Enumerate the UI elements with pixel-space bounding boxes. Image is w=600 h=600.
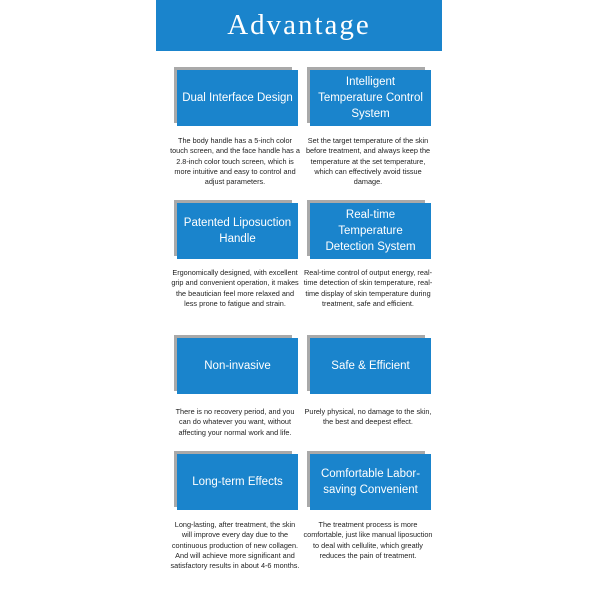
feature-description: Long-lasting, after treatment, the skin will improve every day due to the continuous production of new collagen. And will achieve more significant and satisfactory results in about 4-6 months. <box>170 520 300 571</box>
feature-title: Long-term Effects <box>192 476 283 488</box>
feature-description: The treatment process is more comfortable, just like manual liposuction to deal with cellulite, which greatly reduces the pain of treatment. <box>303 520 433 560</box>
feature-title: Non-invasive <box>204 360 271 372</box>
feature-title: Intelligent Temperature Control System <box>318 76 423 120</box>
feature-title-box <box>310 338 431 394</box>
feature-title-box <box>177 203 298 259</box>
feature-description: Purely physical, no damage to the skin, the best and deepest effect. <box>304 407 432 427</box>
feature-title: Comfortable Labor-saving Convenient <box>320 468 421 496</box>
feature-title: Real-time Temperature Detection System <box>325 209 416 253</box>
feature-description: There is no recovery period, and you can do whatever you want, without affecting your normal work and life. <box>175 407 295 437</box>
feature-title-box <box>177 338 298 394</box>
feature-title: Patented Liposuction Handle <box>183 217 292 245</box>
feature-description: Real-time control of output energy, real-time detection of skin temperature, real-time display of skin temperature during treatment, safe and efficient. <box>303 268 433 308</box>
feature-title-box <box>310 70 431 126</box>
feature-title-box <box>310 203 431 259</box>
feature-description: Set the target temperature of the skin before treatment, and always keep the temperature at the set temperature, which can effectively avoid tissue damage. <box>305 136 431 187</box>
page-title: Advantage <box>227 9 371 41</box>
header-banner <box>156 0 442 51</box>
feature-title-box <box>310 454 431 510</box>
feature-title-box <box>177 454 298 510</box>
feature-title: Safe & Efficient <box>331 360 410 372</box>
feature-title: Dual Interface Design <box>182 92 293 104</box>
feature-title-box <box>177 70 298 126</box>
feature-description: The body handle has a 5-inch color touch screen, and the face handle has a 2.8-inch color touch screen, which is more intuitive and easy to control and adjust parameters. <box>170 136 300 187</box>
feature-description: Ergonomically designed, with excellent grip and convenient operation, it makes the beautician feel more relaxed and less prone to fatigue and strain. <box>171 268 299 308</box>
